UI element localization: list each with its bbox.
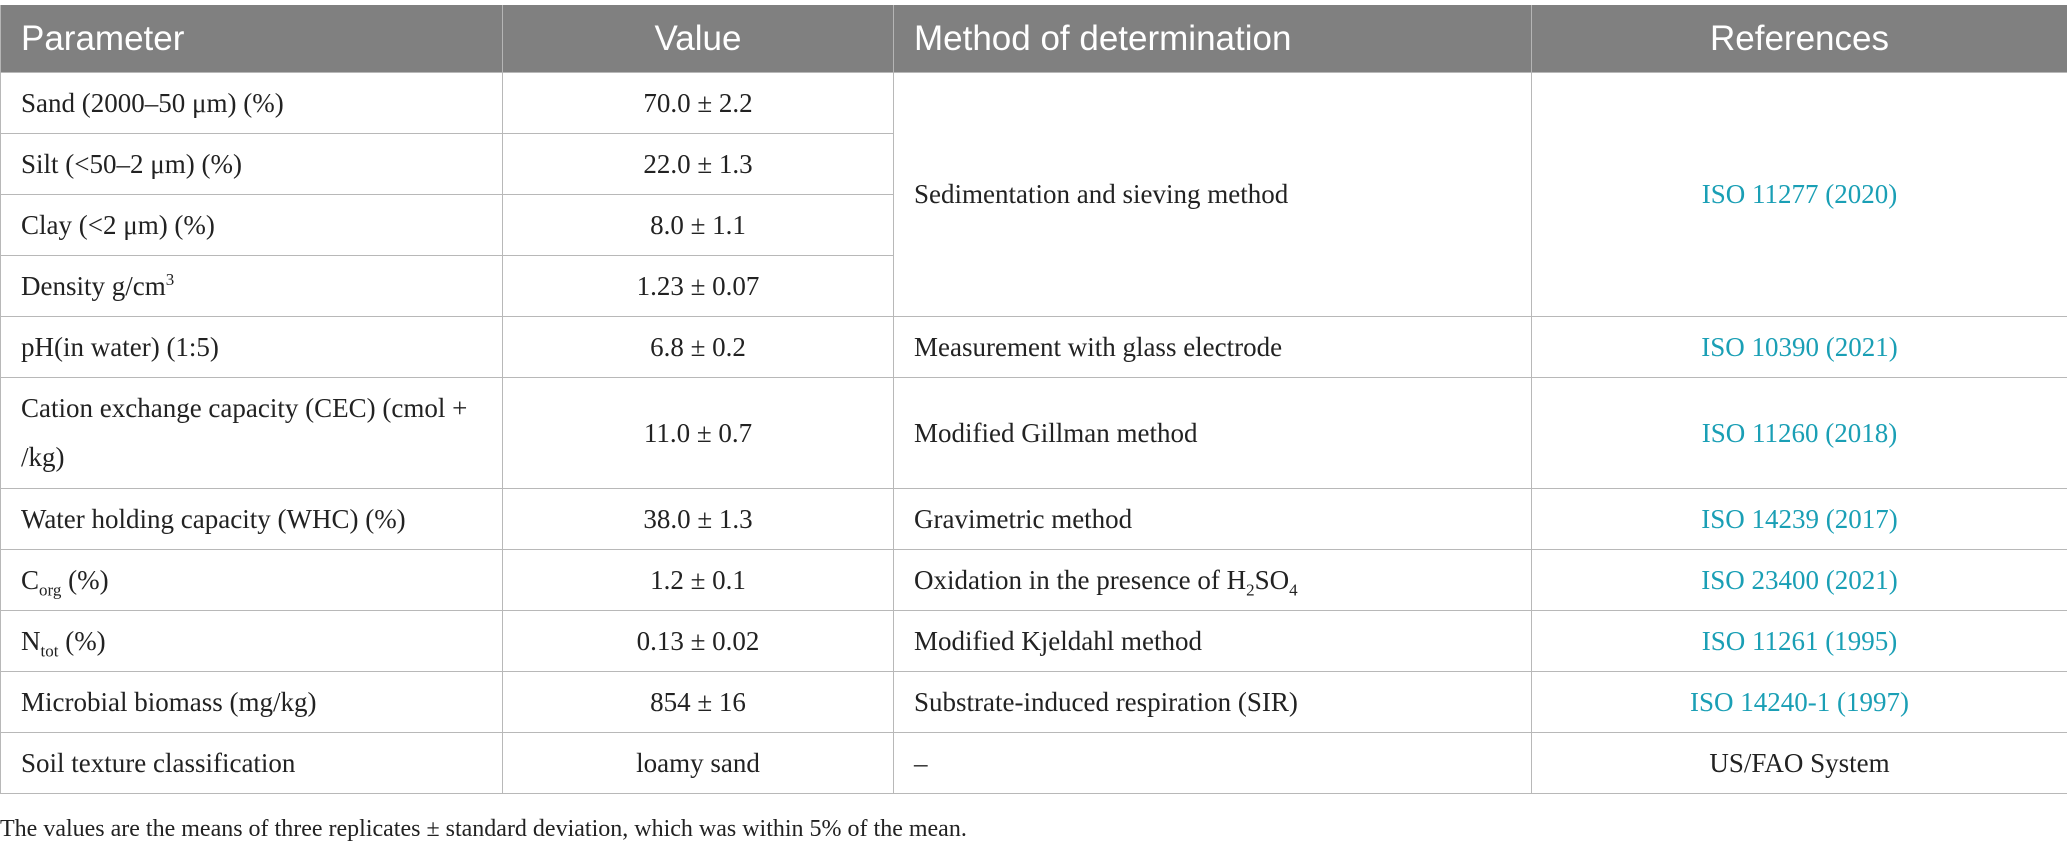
param-superscript: 3 (165, 269, 175, 289)
reference-link[interactable]: ISO 14240-1 (1997) (1532, 672, 2067, 733)
param-subscript: tot (40, 640, 59, 660)
cell-value: 70.0 ± 2.2 (503, 73, 894, 134)
table-row (1, 611, 2067, 672)
cell-parameter (1, 256, 503, 317)
cell-method (894, 550, 1532, 611)
cell-method: – (894, 733, 1532, 794)
param-tail: (%) (61, 564, 109, 595)
cell-parameter: Water holding capacity (WHC) (%) (1, 489, 503, 550)
param-text: Density g/cm (21, 270, 166, 301)
param-text: N (21, 625, 41, 656)
method-subscript: 2 (1246, 579, 1255, 599)
cell-parameter: Cation exchange capacity (CEC) (cmol + /kg) (1, 378, 503, 489)
header-row (1, 5, 2067, 73)
param-text: C (21, 564, 40, 595)
cell-method: Measurement with glass electrode (894, 317, 1532, 378)
cell-value: 8.0 ± 1.1 (503, 195, 894, 256)
cell-method: Substrate-induced respiration (SIR) (894, 672, 1532, 733)
cell-value: 1.2 ± 0.1 (503, 550, 894, 611)
reference-link-iso-11277[interactable]: ISO 11277 (2020) (1532, 73, 2067, 317)
cell-method: Modified Gillman method (894, 378, 1532, 489)
cell-value: 11.0 ± 0.7 (503, 378, 894, 489)
cell-parameter: Clay (<2 μm) (%) (1, 195, 503, 256)
cell-value: 0.13 ± 0.02 (503, 611, 894, 672)
method-text-mid: SO (1254, 564, 1290, 595)
header-references: References (1532, 5, 2067, 73)
reference-link[interactable]: ISO 10390 (2021) (1532, 317, 2067, 378)
cell-value: loamy sand (503, 733, 894, 794)
cell-method: Modified Kjeldahl method (894, 611, 1532, 672)
cell-method: Gravimetric method (894, 489, 1532, 550)
cell-method-merged: Sedimentation and sieving method (894, 73, 1532, 317)
cell-parameter (1, 611, 503, 672)
cell-parameter: Sand (2000–50 μm) (%) (1, 73, 503, 134)
reference-link[interactable]: ISO 11261 (1995) (1532, 611, 2067, 672)
cell-parameter (1, 550, 503, 611)
header-parameter: Parameter (1, 5, 503, 73)
cell-parameter: pH(in water) (1:5) (1, 317, 503, 378)
table-row (1, 378, 2067, 489)
table-row (1, 489, 2067, 550)
table-footnote: The values are the means of three replicates ± standard deviation, which was within 5% of the mean. (0, 816, 967, 842)
cell-value: 854 ± 16 (503, 672, 894, 733)
table-row (1, 733, 2067, 794)
cell-parameter: Soil texture classification (1, 733, 503, 794)
soil-properties-table (0, 5, 2067, 794)
table-row (1, 317, 2067, 378)
reference-link[interactable]: ISO 14239 (2017) (1532, 489, 2067, 550)
cell-parameter: Microbial biomass (mg/kg) (1, 672, 503, 733)
table-row (1, 672, 2067, 733)
header-method: Method of determination (894, 5, 1532, 73)
param-subscript: org (39, 579, 62, 599)
cell-value: 6.8 ± 0.2 (503, 317, 894, 378)
table-row (1, 550, 2067, 611)
method-subscript: 4 (1289, 579, 1298, 599)
reference-link[interactable]: ISO 11260 (2018) (1532, 378, 2067, 489)
reference-link[interactable]: ISO 23400 (2021) (1532, 550, 2067, 611)
cell-reference: US/FAO System (1532, 733, 2067, 794)
method-text: Oxidation in the presence of H (914, 564, 1247, 595)
cell-value: 22.0 ± 1.3 (503, 134, 894, 195)
cell-value: 1.23 ± 0.07 (503, 256, 894, 317)
table-row (1, 73, 2067, 134)
header-value: Value (503, 5, 894, 73)
cell-value: 38.0 ± 1.3 (503, 489, 894, 550)
param-tail: (%) (58, 625, 106, 656)
cell-parameter: Silt (<50–2 μm) (%) (1, 134, 503, 195)
